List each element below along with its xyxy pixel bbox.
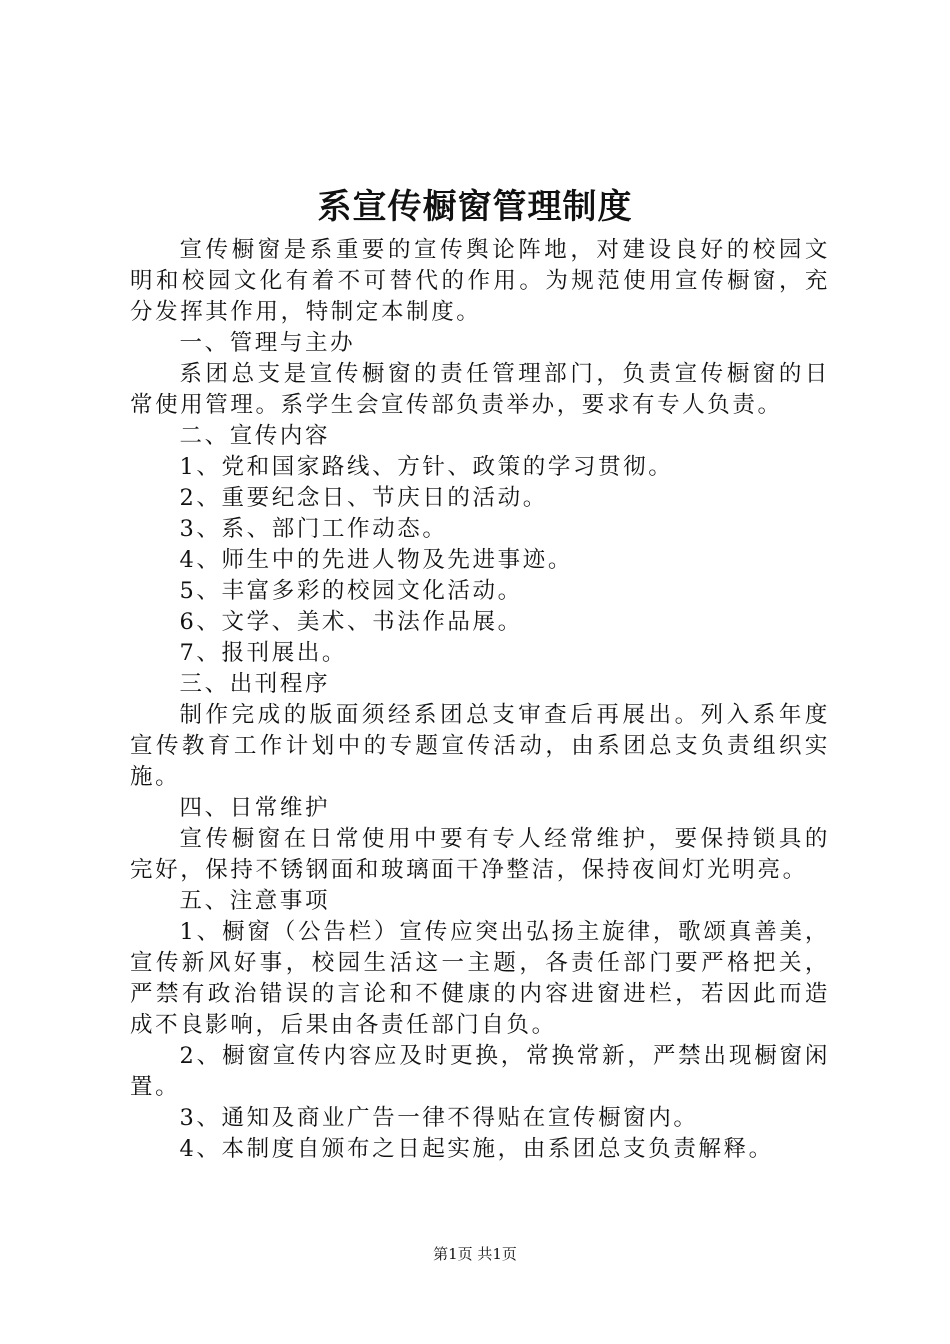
content-item-7: 7、报刊展出。 bbox=[179, 640, 348, 666]
management-paragraph: 系团总支是宣传橱窗的责任管理部门，负责宣传橱窗的日常使用管理。系学生会宣传部负责举办，要求有专人负责。 bbox=[130, 361, 830, 418]
section-heading-content: 二、宣传内容 bbox=[179, 423, 331, 449]
maintenance-paragraph: 宣传橱窗在日常使用中要有专人经常维护，要保持锁具的完好，保持不锈钢面和玻璃面干净整洁，保持夜间灯光明亮。 bbox=[130, 826, 830, 883]
section-heading-notes: 五、注意事项 bbox=[179, 888, 331, 914]
intro-paragraph: 宣传橱窗是系重要的宣传舆论阵地，对建设良好的校园文明和校园文化有着不可替代的作用。为规范使用宣传橱窗，充分发挥其作用，特制定本制度。 bbox=[130, 237, 830, 325]
note-item-1: 1、橱窗（公告栏）宣传应突出弘扬主旋律，歌颂真善美，宣传新风好事，校园生活这一主题，各责任部门要严格把关，严禁有政治错误的言论和不健康的内容进窗进栏，若因此而造成不良影响，后果由各责任部门自负。 bbox=[130, 919, 830, 1038]
content-item-6: 6、文学、美术、书法作品展。 bbox=[179, 609, 523, 635]
document-body bbox=[130, 235, 830, 1165]
section-heading-management: 一、管理与主办 bbox=[179, 330, 356, 356]
document-title: 系宣传橱窗管理制度 bbox=[317, 187, 633, 227]
note-item-3: 3、通知及商业广告一律不得贴在宣传橱窗内。 bbox=[179, 1105, 699, 1131]
section-heading-maintenance: 四、日常维护 bbox=[179, 795, 331, 821]
note-item-4: 4、本制度自颁布之日起实施，由系团总支负责解释。 bbox=[179, 1136, 774, 1162]
section-heading-publishing: 三、出刊程序 bbox=[179, 671, 331, 697]
page-footer: 第1页 共1页 bbox=[433, 1245, 517, 1263]
publishing-paragraph: 制作完成的版面须经系团总支审查后再展出。列入系年度宣传教育工作计划中的专题宣传活动，由系团总支负责组织实施。 bbox=[130, 702, 830, 790]
content-item-3: 3、系、部门工作动态。 bbox=[179, 516, 448, 542]
content-item-5: 5、丰富多彩的校园文化活动。 bbox=[179, 578, 523, 604]
note-item-2: 2、橱窗宣传内容应及时更换，常换常新，严禁出现橱窗闲置。 bbox=[130, 1043, 830, 1100]
content-item-4: 4、师生中的先进人物及先进事迹。 bbox=[179, 547, 573, 573]
content-item-2: 2、重要纪念日、节庆日的活动。 bbox=[179, 485, 548, 511]
content-item-1: 1、党和国家路线、方针、政策的学习贯彻。 bbox=[179, 454, 674, 480]
